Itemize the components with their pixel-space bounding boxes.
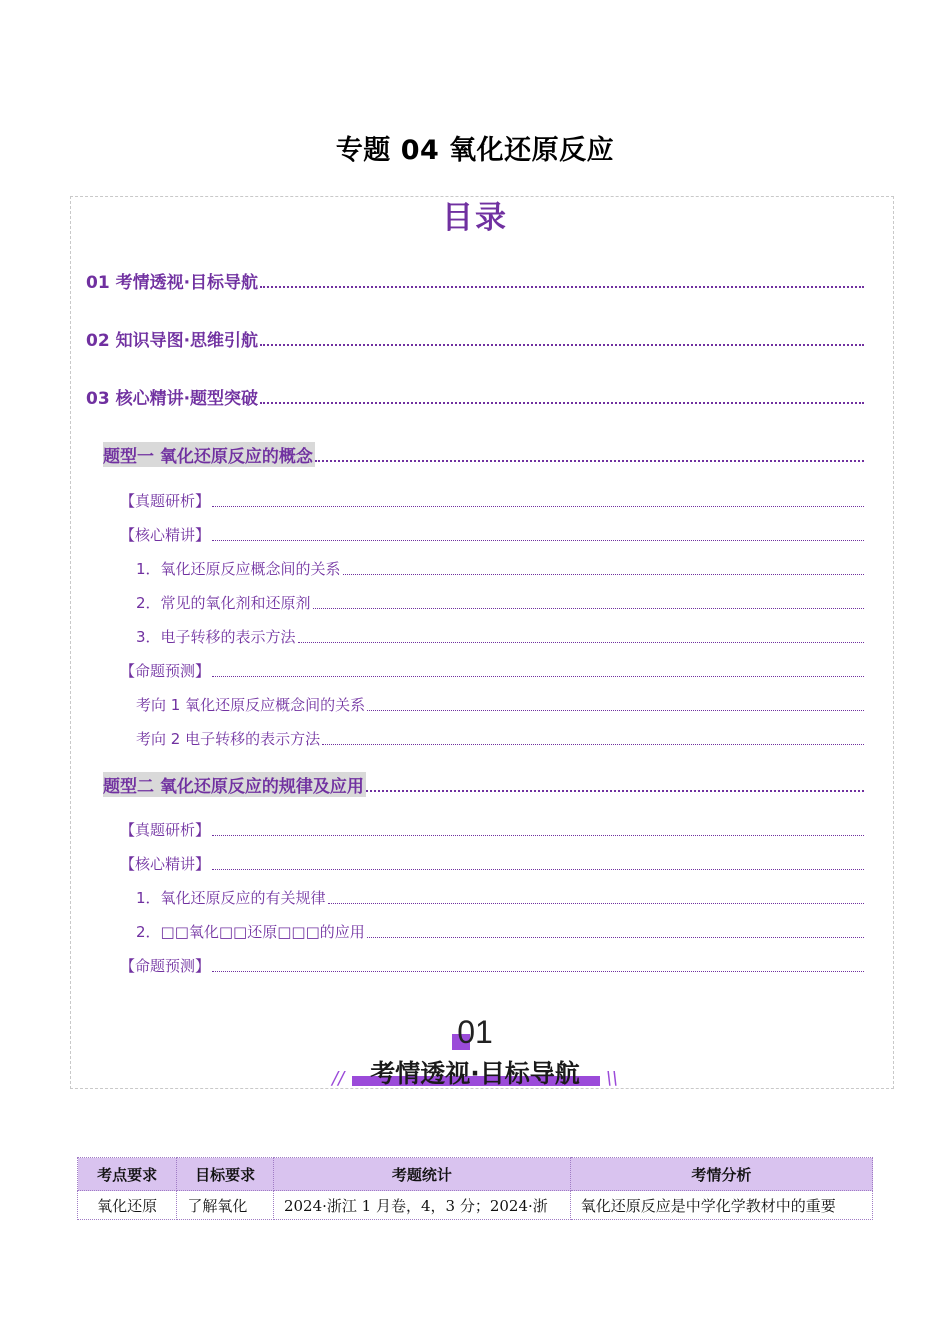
toc-type-label: 题型二 氧化还原反应的规律及应用 [103,772,366,797]
toc-section-label: 02 知识导图·思维引航 [86,331,259,351]
toc-leader-dots [212,868,864,870]
toc-type-2[interactable] [103,772,864,797]
section-title: 考情透视·目标导航 [370,1059,580,1088]
table-cell: 氧化还原 [78,1191,177,1220]
toc-item-label: 【真题研析】 [120,821,211,839]
toc-item[interactable] [136,592,864,613]
toc-leader-dots [212,834,864,836]
toc-leader-dots [367,936,864,938]
toc-item[interactable] [136,558,864,579]
toc-leader-dots [315,459,864,462]
toc-leader-dots [260,285,864,288]
toc-type-label: 题型一 氧化还原反应的概念 [103,442,315,467]
toc-item-label: 2．□□氧化□□还原□□□的应用 [136,923,365,941]
section-number: 01 [457,1014,493,1050]
table-header-cell: 考情分析 [570,1158,872,1191]
toc-item[interactable] [120,853,864,874]
toc-heading: 目录 [442,200,508,236]
toc-item-label: 【核心精讲】 [120,855,211,873]
toc-item[interactable] [120,524,864,545]
toc-section-label: 01 考情透视·目标导航 [86,273,259,293]
toc-leader-dots [212,539,864,541]
toc-type-1[interactable] [103,442,864,467]
toc-section-1[interactable] [86,268,864,293]
table-row [78,1191,873,1220]
toc-item[interactable] [136,626,864,647]
toc-leader-dots [260,343,864,346]
toc-item[interactable] [136,887,864,908]
toc-leader-dots [212,505,864,507]
toc-item[interactable] [120,660,864,681]
table-cell: 了解氧化 [177,1191,274,1220]
toc-item-label: 1．氧化还原反应的有关规律 [136,889,326,907]
slash-right-icon: \\ [605,1068,618,1089]
table-header-cell: 考点要求 [78,1158,177,1191]
toc-section-2[interactable] [86,326,864,351]
section-badge [330,1010,620,1095]
table-header-cell: 目标要求 [177,1158,274,1191]
toc-item-label: 3．电子转移的表示方法 [136,628,296,646]
toc-item[interactable] [120,955,864,976]
toc-item[interactable] [136,921,864,942]
toc-leader-dots [313,607,864,609]
exam-analysis-table [77,1157,873,1220]
toc-leader-dots [298,641,864,643]
toc-item-label: 【核心精讲】 [120,526,211,544]
toc-item-label: 考向 1 氧化还原反应概念间的关系 [136,696,366,714]
toc-leader-dots [366,789,864,792]
toc-item[interactable] [136,694,864,715]
toc-leader-dots [212,970,864,972]
toc-section-3[interactable] [86,384,864,409]
toc-item-label: 2．常见的氧化剂和还原剂 [136,594,311,612]
toc-leader-dots [212,675,864,677]
toc-item-label: 【命题预测】 [120,662,211,680]
table-cell: 2024·浙江 1 月卷，4，3 分；2024·浙 [273,1191,570,1220]
table-header-row [78,1158,873,1191]
slash-left-icon: // [332,1068,345,1089]
toc-item[interactable] [136,728,864,749]
document-title: 专题 04 氧化还原反应 [335,135,615,166]
toc-leader-dots [367,709,864,711]
toc-item[interactable] [120,490,864,511]
toc-item-label: 考向 2 电子转移的表示方法 [136,730,321,748]
table-cell: 氧化还原反应是中学化学教材中的重要 [570,1191,872,1220]
toc-leader-dots [328,902,864,904]
toc-item-label: 【命题预测】 [120,957,211,975]
toc-item[interactable] [120,819,864,840]
toc-section-label: 03 核心精讲·题型突破 [86,389,259,409]
table-header-cell: 考题统计 [273,1158,570,1191]
toc-leader-dots [322,743,864,745]
toc-item-label: 【真题研析】 [120,492,211,510]
toc-leader-dots [260,401,864,404]
toc-item-label: 1．氧化还原反应概念间的关系 [136,560,341,578]
toc-leader-dots [343,573,864,575]
